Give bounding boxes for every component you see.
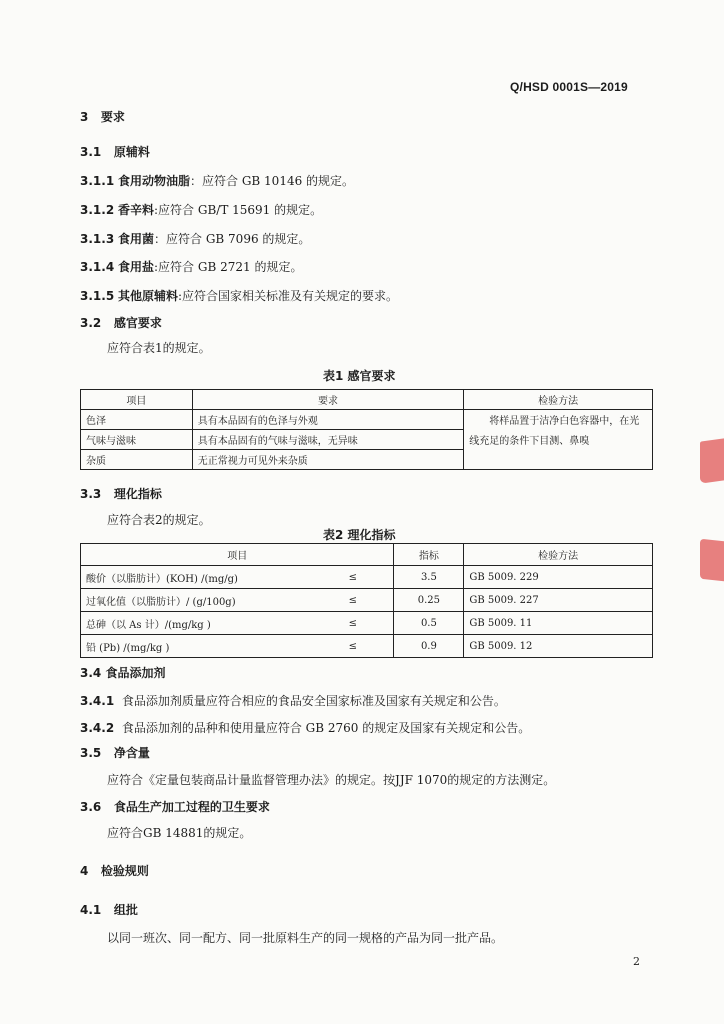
table-cell: 色泽: [81, 410, 193, 430]
document-number: Q/HSD 0001S—2019: [510, 80, 628, 94]
table-row: [81, 410, 653, 430]
clause-text: ：应符合 GB 10146 的规定。: [190, 174, 355, 188]
clause-3-1-4: [80, 258, 302, 275]
clause-text: :应符合 GB 2721 的规定。: [154, 260, 303, 274]
clause-text: :应符合 GB/T 15691 的规定。: [154, 203, 323, 217]
table-header-cell: 项目: [81, 390, 193, 410]
table-header-cell: 检验方法: [464, 390, 653, 410]
table-row: [81, 612, 653, 635]
clause-text: ：应符合 GB 7096 的规定。: [154, 232, 311, 246]
sensory-table: [80, 389, 653, 470]
section-title: 组批: [113, 903, 138, 917]
table-cell: 气味与滋味: [81, 430, 193, 450]
section-number: 4.1: [80, 903, 102, 917]
table-cell: ≤: [312, 566, 394, 589]
table-cell: GB 5009. 12: [464, 635, 653, 658]
clause-3-1-2: [80, 201, 322, 218]
section-title: 食品添加剂: [105, 666, 166, 680]
table-header-cell: 指标: [394, 544, 464, 566]
section-title: 原辅料: [113, 145, 150, 159]
table-row: [81, 635, 653, 658]
section-3-5-heading: [80, 744, 150, 761]
clause-3-1-5: [80, 287, 398, 304]
clause-3-4-2: [80, 719, 530, 736]
table-cell: ≤: [312, 589, 394, 612]
clause-number: 3.1.4: [80, 260, 115, 274]
table-cell: 铅 (Pb) /(mg/kg ): [81, 635, 313, 658]
clause-number: 3.4.2: [80, 721, 115, 735]
table-header-row: [81, 544, 653, 566]
section-number: 3.2: [80, 316, 102, 330]
section-number: 3.5: [80, 746, 102, 760]
clause-3-1-1: [80, 172, 354, 189]
inspection-method-cell: 将样品置于洁净白色容器中，在光线充足的条件下目测、鼻嗅: [464, 410, 653, 470]
section-3-4-heading: [80, 664, 165, 681]
table-cell: 过氧化值（以脂肪计）/ (g/100g): [81, 589, 313, 612]
clause-number: 3.1.5: [80, 289, 115, 303]
section-number: 3.4: [80, 666, 102, 680]
section-4-1-text: 以同一班次、同一配方、同一批原料生产的同一规格的产品为同一批产品。: [107, 931, 504, 945]
table-cell: 总砷（以 As 计）/(mg/kg ): [81, 612, 313, 635]
section-3-3-text: 应符合表2的规定。: [107, 513, 211, 527]
section-3-2-text: 应符合表1的规定。: [107, 341, 211, 355]
table-cell: 具有本品固有的气味与滋味，无异味: [192, 430, 463, 450]
section-number: 3.6: [80, 800, 102, 814]
section-title: 净含量: [113, 746, 150, 760]
clause-number: 3.4.1: [80, 694, 115, 708]
section-title: 食品生产加工过程的卫生要求: [113, 800, 270, 814]
table-cell: 3.5: [394, 566, 464, 589]
page-number: 2: [633, 955, 640, 968]
section-4-1-heading: [80, 901, 138, 918]
section-3-3-heading: [80, 485, 162, 502]
table-cell: GB 5009. 11: [464, 612, 653, 635]
table-cell: 具有本品固有的色泽与外观: [192, 410, 463, 430]
clause-term: 食用菌: [118, 232, 155, 246]
section-4-heading: [80, 862, 149, 879]
section-3-2-heading: [80, 314, 162, 331]
table-cell: 0.5: [394, 612, 464, 635]
seal-stamp-fragment: [700, 438, 724, 483]
clause-number: 3.1.1: [80, 174, 115, 188]
section-number: 3.1: [80, 145, 102, 159]
table-cell: GB 5009. 229: [464, 566, 653, 589]
table-cell: GB 5009. 227: [464, 589, 653, 612]
table-row: [81, 566, 653, 589]
section-title: 要求: [100, 110, 125, 124]
section-number: 4: [80, 864, 89, 878]
clause-term: 食用动物油脂: [118, 174, 191, 188]
table2-caption: 表2 理化指标: [323, 528, 396, 542]
clause-term: 香辛料: [118, 203, 155, 217]
table-cell: 0.9: [394, 635, 464, 658]
table-cell: ≤: [312, 612, 394, 635]
table-cell: ≤: [312, 635, 394, 658]
clause-3-1-3: [80, 230, 310, 247]
table-cell: 0.25: [394, 589, 464, 612]
clause-number: 3.1.3: [80, 232, 115, 246]
section-3-6-text: 应符合GB 14881的规定。: [107, 826, 252, 840]
table-cell: 酸价（以脂肪计）(KOH) /(mg/g): [81, 566, 313, 589]
table-header-cell: 项目: [81, 544, 394, 566]
physicochemical-table: [80, 543, 653, 658]
clause-text: 食品添加剂质量应符合相应的食品安全国家标准及国家有关规定和公告。: [121, 694, 506, 708]
table1-caption: 表1 感官要求: [323, 369, 396, 383]
clause-term: 食用盐: [118, 260, 155, 274]
clause-3-4-1: [80, 692, 506, 709]
section-3-heading: [80, 108, 125, 125]
section-3-1-heading: [80, 143, 150, 160]
section-number: 3.3: [80, 487, 102, 501]
clause-term: 其他原辅料: [118, 289, 179, 303]
table-header-cell: 检验方法: [464, 544, 653, 566]
section-title: 感官要求: [113, 316, 162, 330]
table-header-row: [81, 390, 653, 410]
section-title: 理化指标: [113, 487, 162, 501]
table-row: [81, 589, 653, 612]
section-3-6-heading: [80, 798, 270, 815]
seal-stamp-fragment: [700, 539, 724, 582]
table-cell: 杂质: [81, 450, 193, 470]
clause-number: 3.1.2: [80, 203, 115, 217]
clause-text: :应符合国家相关标准及有关规定的要求。: [178, 289, 399, 303]
clause-text: 食品添加剂的品种和使用量应符合 GB 2760 的规定及国家有关规定和公告。: [121, 721, 531, 735]
section-title: 检验规则: [100, 864, 149, 878]
table-header-cell: 要求: [192, 390, 463, 410]
section-3-5-text: 应符合《定量包装商品计量监督管理办法》的规定。按JJF 1070的规定的方法测定。: [107, 773, 556, 787]
table-cell: 无正常视力可见外来杂质: [192, 450, 463, 470]
section-number: 3: [80, 110, 89, 124]
